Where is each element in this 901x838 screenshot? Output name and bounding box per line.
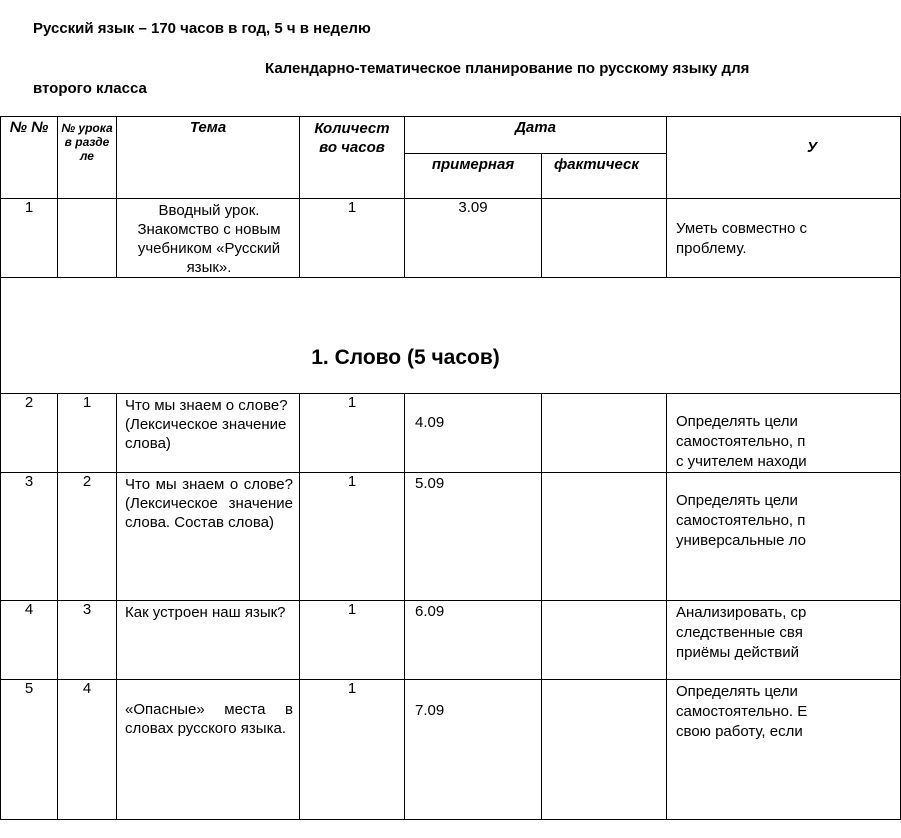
skill-line: свою работу, если (676, 723, 803, 740)
row-skills (667, 199, 901, 278)
row-date-planned: 6.09 (405, 601, 542, 680)
skill-line: самостоятельно, п (676, 433, 806, 450)
col-hours-header: Количест во часов (300, 117, 405, 199)
col-lesson-header: № урока в разде ле (58, 117, 117, 199)
table-row (1, 199, 901, 278)
row-date-actual (542, 601, 667, 680)
row-num: 2 (1, 394, 58, 473)
row-skills (667, 680, 901, 820)
row-hours: 1 (300, 473, 405, 601)
planning-table (0, 116, 901, 820)
row-skills (667, 601, 901, 680)
section-title: 1. Слово (5 часов) (1, 278, 901, 394)
skill-line: Анализировать, ср (676, 604, 807, 621)
col-topic-header: Тема (117, 117, 300, 199)
header-line-2: Календарно-тематическое планирование по русскому языку для (265, 60, 750, 77)
header-row-1 (1, 117, 901, 154)
row-date-actual (542, 394, 667, 473)
row-date-planned: 4.09 (405, 394, 542, 473)
row-topic: «Опасные» места в словах русского языка. (117, 680, 300, 820)
col-skills-header: У (667, 117, 901, 199)
row-date-planned: 7.09 (405, 680, 542, 820)
skill-line: самостоятельно, п (676, 512, 806, 529)
row-lesson: 1 (58, 394, 117, 473)
table-row (1, 473, 901, 601)
row-date-actual (542, 680, 667, 820)
table-row (1, 680, 901, 820)
row-date-actual (542, 473, 667, 601)
row-topic: Как устроен наш язык? (117, 601, 300, 680)
row-hours: 1 (300, 680, 405, 820)
col-num-header: № № (1, 117, 58, 199)
skill-line: Определять цели (676, 492, 798, 509)
row-num: 1 (1, 199, 58, 278)
skill-line: следственные свя (676, 624, 803, 641)
row-hours: 1 (300, 394, 405, 473)
header-line-3: второго класса (33, 80, 147, 97)
header-line-1: Русский язык – 170 часов в год, 5 ч в неделю (33, 20, 371, 37)
row-topic: Что мы знаем о слове? (Лексическое значение слова) (117, 394, 300, 473)
table-row (1, 601, 901, 680)
col-date-actual-header: фактическ (542, 154, 667, 199)
row-hours: 1 (300, 199, 405, 278)
col-date-header: Дата (405, 117, 667, 154)
row-date-planned: 3.09 (405, 199, 542, 278)
row-topic: Что мы знаем о слове? (Лексическое значение слова. Состав слова) (117, 473, 300, 601)
row-hours: 1 (300, 601, 405, 680)
skill-line: Уметь совместно с (676, 220, 808, 237)
col-date-planned-header: примерная (405, 154, 542, 199)
row-lesson: 3 (58, 601, 117, 680)
skill-line: проблему. (676, 240, 747, 257)
skill-line: приёмы действий (676, 644, 800, 661)
row-date-planned: 5.09 (405, 473, 542, 601)
skill-line: Определять цели (676, 413, 798, 430)
row-num: 5 (1, 680, 58, 820)
row-num: 3 (1, 473, 58, 601)
skill-line: самостоятельно. Е (676, 703, 808, 720)
row-date-actual (542, 199, 667, 278)
skill-line: Определять цели (676, 683, 798, 700)
section-row (1, 278, 901, 394)
row-num: 4 (1, 601, 58, 680)
row-lesson: 4 (58, 680, 117, 820)
skill-line: с учителем находи (676, 453, 807, 470)
row-skills (667, 473, 901, 601)
row-lesson: 2 (58, 473, 117, 601)
row-lesson (58, 199, 117, 278)
table-row (1, 394, 901, 473)
row-skills (667, 394, 901, 473)
skill-line: универсальные ло (676, 532, 806, 549)
row-topic: Вводный урок. Знакомство с новым учебником «Русский язык». (117, 199, 300, 278)
